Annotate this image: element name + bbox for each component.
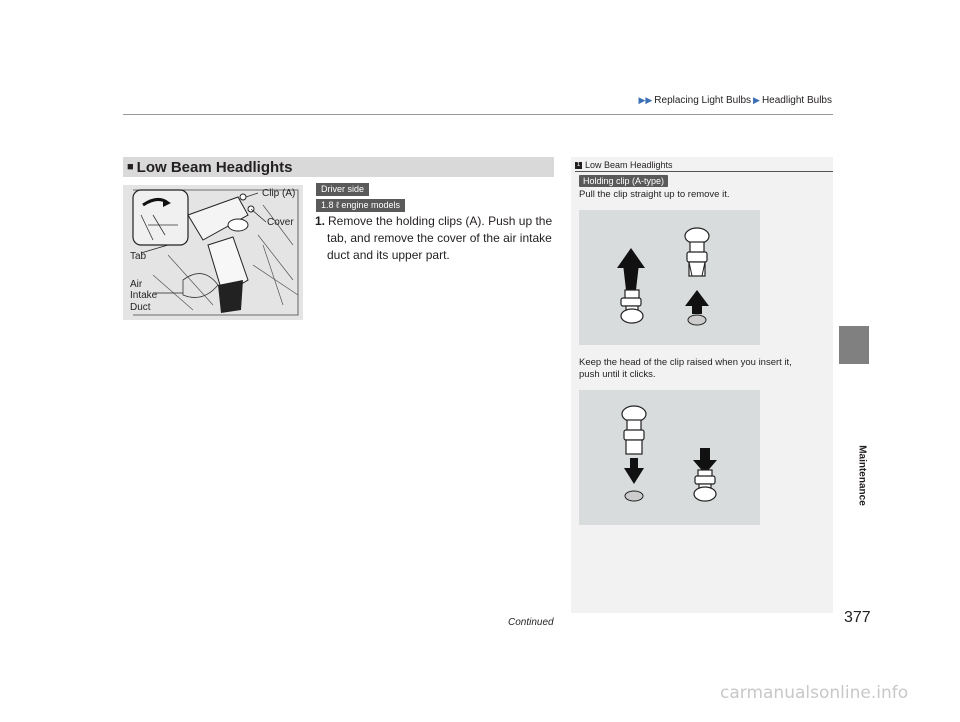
breadcrumb-item-headlight[interactable]: Headlight Bulbs — [761, 95, 832, 106]
step-1 — [315, 213, 555, 264]
note-divider — [575, 171, 833, 172]
label-duct-1: Air — [130, 279, 143, 290]
label-cover: Cover — [267, 217, 294, 228]
driver-side-tag: Driver side — [316, 183, 369, 196]
clip-insert-illustration — [579, 390, 760, 525]
breadcrumb-arrow-icon: ▶▶ — [638, 95, 653, 105]
section-title: Low Beam Headlights — [136, 158, 293, 176]
clip-insert-drawing — [579, 390, 760, 525]
label-tab: Tab — [130, 251, 147, 262]
step-line-2: tab, and remove the cover of the air intake — [327, 231, 552, 245]
engine-model-tag: 1.8 ℓ engine models — [316, 199, 405, 212]
section-square-icon: ■ — [127, 161, 134, 173]
engine-bay-illustration — [123, 185, 303, 320]
holding-clip-tag: Holding clip (A-type) — [579, 175, 668, 187]
label-duct-2: Intake — [130, 290, 158, 301]
insert-instruction-1: Keep the head of the clip raised when you insert it, — [579, 357, 792, 368]
step-line-3: duct and its upper part. — [327, 248, 450, 262]
section-header — [123, 157, 554, 177]
note-heading — [575, 160, 673, 170]
clip-removal-illustration — [579, 210, 760, 345]
header-divider — [123, 114, 833, 115]
chapter-label: Maintenance — [856, 445, 868, 506]
watermark: carmanualsonline.info — [720, 683, 909, 703]
breadcrumb-item-bulbs[interactable]: Replacing Light Bulbs — [654, 95, 752, 106]
chapter-tab-marker — [839, 326, 869, 364]
remove-instruction: Pull the clip straight up to remove it. — [579, 189, 730, 200]
breadcrumb-arrow-icon: ▶ — [753, 95, 760, 105]
insert-instruction-2: push until it clicks. — [579, 369, 656, 380]
label-duct-3: Duct — [130, 302, 151, 313]
step-line-1: Remove the holding clips (A). Push up the — [328, 214, 553, 228]
continued-label: Continued — [508, 617, 554, 628]
note-marker-icon: 1 — [576, 161, 581, 168]
page-number: 377 — [844, 609, 871, 626]
breadcrumb — [638, 95, 832, 106]
note-heading-text: Low Beam Headlights — [585, 160, 673, 170]
step-number: 1. — [315, 214, 326, 228]
label-clip: Clip (A) — [262, 188, 296, 199]
clip-removal-drawing — [579, 210, 760, 345]
